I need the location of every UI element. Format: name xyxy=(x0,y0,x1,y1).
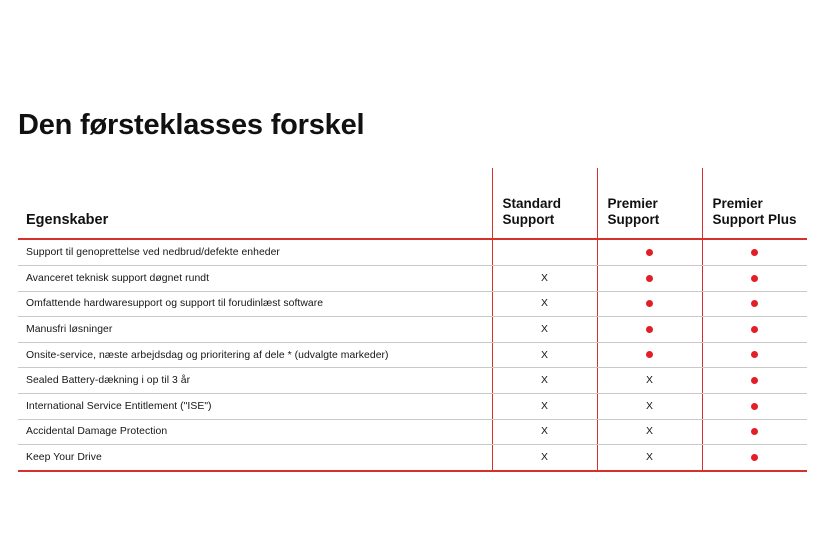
feature-cell: Avanceret teknisk support døgnet rundt xyxy=(18,265,492,291)
included-dot-icon xyxy=(751,454,758,461)
value-cell: X xyxy=(492,419,597,445)
table-header-row xyxy=(18,168,807,238)
column-header-line2: Support Plus xyxy=(712,212,797,228)
column-header-line1: Standard xyxy=(502,196,562,212)
value-cell: X xyxy=(492,445,597,470)
value-cell xyxy=(597,265,702,291)
table-row xyxy=(18,291,807,317)
included-dot-icon xyxy=(751,275,758,282)
feature-cell: Keep Your Drive xyxy=(26,451,102,463)
feature-cell: Manusfri løsninger xyxy=(18,317,492,343)
value-cell xyxy=(702,317,807,343)
page-title: Den førsteklasses forskel xyxy=(18,109,365,142)
table-body xyxy=(18,240,807,469)
included-dot-icon xyxy=(751,428,758,435)
value-cell xyxy=(597,240,702,265)
table-row xyxy=(18,342,807,368)
column-header-line2: Support xyxy=(502,212,555,228)
value-cell xyxy=(702,291,807,317)
value-cell xyxy=(492,240,597,265)
value-cell xyxy=(702,368,807,394)
column-header-premier-support-plus xyxy=(702,168,807,238)
table-bottom-rule xyxy=(18,470,807,472)
value-cell xyxy=(702,265,807,291)
table-row xyxy=(18,393,807,419)
included-dot-icon xyxy=(751,300,758,307)
value-cell: X xyxy=(492,368,597,394)
included-dot-icon xyxy=(751,351,758,358)
value-cell xyxy=(597,342,702,368)
value-cell: X xyxy=(597,393,702,419)
table-row xyxy=(18,419,807,445)
value-cell: X xyxy=(492,393,597,419)
value-cell xyxy=(597,291,702,317)
value-cell xyxy=(597,317,702,343)
value-cell xyxy=(702,419,807,445)
value-cell: X xyxy=(597,368,702,394)
feature-cell: Omfattende hardwaresupport og support til forudinlæst software xyxy=(18,291,492,317)
feature-cell: Accidental Damage Protection xyxy=(18,419,492,445)
included-dot-icon xyxy=(646,249,653,256)
feature-cell: International Service Entitlement ("ISE") xyxy=(18,393,492,419)
included-dot-icon xyxy=(646,300,653,307)
column-header-features: Egenskaber xyxy=(26,212,109,228)
column-header-standard-support xyxy=(492,168,597,238)
feature-cell: Support til genoprettelse ved nedbrud/defekte enheder xyxy=(18,240,492,265)
included-dot-icon xyxy=(646,351,653,358)
column-header-line1: Premier xyxy=(607,196,658,212)
value-cell xyxy=(702,342,807,368)
included-dot-icon xyxy=(646,275,653,282)
feature-cell: Sealed Battery-dækning i op til 3 år xyxy=(18,368,492,394)
comparison-table xyxy=(18,168,807,470)
included-dot-icon xyxy=(751,403,758,410)
value-cell: X xyxy=(492,342,597,368)
included-dot-icon xyxy=(751,249,758,256)
value-cell: X xyxy=(492,291,597,317)
column-header-line1: Premier xyxy=(712,196,763,212)
value-cell xyxy=(702,445,807,470)
value-cell: X xyxy=(597,419,702,445)
comparison-table-container xyxy=(18,168,807,472)
value-cell: X xyxy=(492,265,597,291)
table-row xyxy=(18,445,807,470)
table-row xyxy=(18,368,807,394)
value-cell xyxy=(702,393,807,419)
value-cell: X xyxy=(597,445,702,470)
included-dot-icon xyxy=(751,326,758,333)
value-cell xyxy=(702,240,807,265)
column-header-premier-support xyxy=(597,168,702,238)
table-row xyxy=(18,240,807,265)
column-header-line2: Support xyxy=(607,212,660,228)
value-cell: X xyxy=(492,317,597,343)
table-row xyxy=(18,317,807,343)
feature-cell: Onsite-service, næste arbejdsdag og prioritering af dele * (udvalgte markeder) xyxy=(18,342,492,368)
included-dot-icon xyxy=(646,326,653,333)
included-dot-icon xyxy=(751,377,758,384)
table-row xyxy=(18,265,807,291)
